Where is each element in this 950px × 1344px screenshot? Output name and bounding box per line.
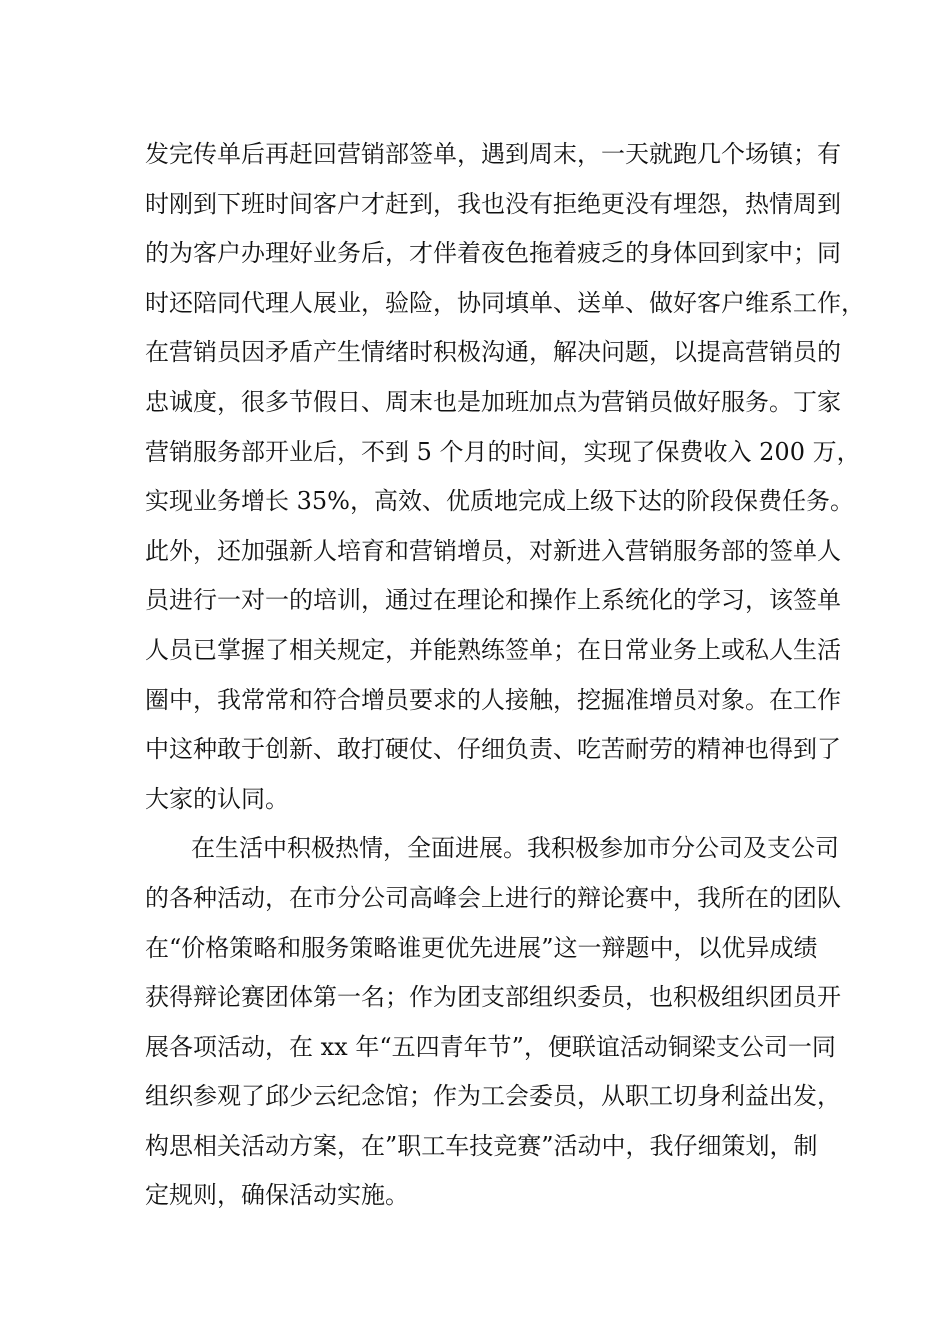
text-line: 圈中，我常常和符合增员要求的人接触，挖掘准增员对象。在工作	[145, 685, 841, 714]
text-line: 获得辩论赛团体第一名；作为团支部组织委员，也积极组织团员开	[145, 983, 841, 1012]
text-line: 组织参观了邱少云纪念馆；作为工会委员，从职工切身利益出发，	[145, 1082, 841, 1111]
text-line: 中这种敢于创新、敢打硬仗、仔细负责、吃苦耐劳的精神也得到了	[145, 735, 841, 764]
text-line: 定规则，确保活动实施。	[145, 1181, 409, 1210]
text-line: 时刚到下班时间客户才赶到，我也没有拒绝更没有埋怨，热情周到	[145, 189, 841, 218]
text-line: 此外，还加强新人培育和营销增员，对新进入营销服务部的签单人	[145, 536, 841, 565]
text-line: 在“价格策略和服务策略谁更优先进展”这一辩题中，以优异成绩	[145, 933, 818, 962]
text-line: 实现业务增长 35%，高效、优质地完成上级下达的阶段保费任务。	[145, 487, 854, 516]
text-line: 时还陪同代理人展业，验险，协同填单、送单、做好客户维系工作，	[145, 288, 865, 317]
text-line-indented: 在生活中积极热情，全面进展。我积极参加市分公司及支公司	[191, 834, 839, 863]
paragraph-1	[145, 130, 865, 824]
text-line: 大家的认同。	[145, 784, 289, 813]
text-line: 营销服务部开业后，不到 5 个月的时间，实现了保费收入 200 万，	[145, 437, 861, 466]
text-line: 忠诚度，很多节假日、周末也是加班加点为营销员做好服务。丁家	[145, 387, 841, 416]
text-line: 在营销员因矛盾产生情绪时积极沟通，解决问题，以提高营销员的	[145, 338, 841, 367]
text-line: 展各项活动，在 xx 年“五四青年节”，便联谊活动铜梁支公司一同	[145, 1032, 836, 1061]
text-line: 构思相关活动方案，在”职工车技竞赛”活动中，我仔细策划，制	[145, 1131, 818, 1160]
document-body	[145, 130, 865, 1221]
paragraph-2	[145, 824, 845, 1221]
text-line: 的为客户办理好业务后，才伴着夜色拖着疲乏的身体回到家中；同	[145, 239, 841, 268]
text-line: 人员已掌握了相关规定，并能熟练签单；在日常业务上或私人生活	[145, 635, 841, 664]
text-line: 发完传单后再赶回营销部签单，遇到周末，一天就跑几个场镇；有	[145, 140, 841, 168]
text-line: 员进行一对一的培训，通过在理论和操作上系统化的学习，该签单	[145, 586, 841, 615]
text-line: 的各种活动，在市分公司高峰会上进行的辩论赛中，我所在的团队	[145, 883, 841, 912]
